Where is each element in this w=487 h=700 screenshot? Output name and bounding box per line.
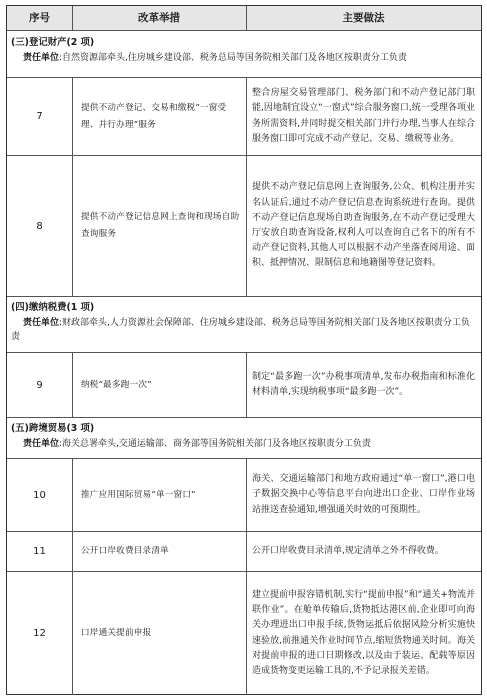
table-header <box>7 6 481 31</box>
header-reform: 改革举措 <box>138 12 180 24</box>
row-reform: 公开口岸收费目录清单 <box>81 546 169 556</box>
header-measures: 主要做法 <box>342 12 385 24</box>
section-duty <box>11 51 475 65</box>
section-duty <box>11 437 475 451</box>
duty-text: :海关总署牵头,交通运输部、商务部等国务院相关部门及各地区按职责分工负责 <box>59 439 371 449</box>
row-number: 8 <box>36 220 43 232</box>
row-reform: 提供不动产登记、交易和缴税“一窗受理、并行办理”服务 <box>81 102 227 130</box>
row-measures: 建立提前申报容错机制,实行“提前申报”和“通关+物流并联作业”。在舱单传输后,货物抵达港区前,企业即可向海关办理进出口申报手续,货物运抵后依据风险分析实施快速验放,前推通关作业时间节点,缩短货物通关时间。海关对提前申报的进口日期修改,以及由于装运、配载等原因造成货物变更运输工具的,不予记录报关差错。 <box>252 589 475 676</box>
section-title: (五)跨境贸易(3 项) <box>11 423 95 434</box>
row-measures: 海关、交通运输部门和地方政府通过“单一窗口”,港口电子数据交换中心等信息平台向进出口企业、口岸作业场站推送查验通知,增强通关时效的可预期性。 <box>252 474 475 515</box>
row-measures: 整合房屋交易管理部门、税务部门和不动产登记部门职能,因地制宜设立“一窗式”综合服务窗口,统一受理各项业务所需资料,并同时提交相关部门并行办理,当事人在综合服务窗口即可完成不动产登记、交易、缴税等业务。 <box>252 88 475 144</box>
row-reform: 提供不动产登记信息网上查询和现场自助查询服务 <box>81 212 240 239</box>
section-header <box>7 32 481 78</box>
row-reform: 口岸通关提前申报 <box>81 628 152 638</box>
reform-measures-table <box>6 5 482 695</box>
row-measures: 制定“最多跑一次”办税事项清单,发布办税指南和标准化材料清单,实现纳税事项“最多跑一次”。 <box>252 371 475 397</box>
row-number: 7 <box>36 111 43 122</box>
row-number: 12 <box>33 628 46 639</box>
table-row <box>7 572 481 695</box>
duty-text: :自然资源部牵头,住房城乡建设部、税务总局等国务院相关部门及各地区按职责分工负责 <box>59 53 407 63</box>
section-duty <box>11 316 475 344</box>
duty-label: 责任单位 <box>23 318 60 328</box>
duty-text: :财政部牵头,人力资源社会保障部、住房城乡建设部、税务总局等国务院相关部门及各地区按职责分工负责 <box>11 318 470 342</box>
section-header <box>7 297 481 353</box>
table-row <box>7 459 481 532</box>
section-title: (四)缴纳税费(1 项) <box>11 302 95 313</box>
table-row <box>7 156 481 297</box>
duty-label: 责任单位 <box>23 53 60 63</box>
table-row <box>7 353 481 418</box>
row-number: 10 <box>33 489 46 501</box>
table-row <box>7 532 481 572</box>
table-row <box>7 78 481 156</box>
duty-label: 责任单位 <box>23 439 60 449</box>
row-number: 9 <box>36 379 43 391</box>
section-title: (三)登记财产(2 项) <box>11 37 95 48</box>
row-number: 11 <box>33 546 46 557</box>
section-header <box>7 418 481 459</box>
row-measures: 提供不动产登记信息网上查询服务,公众、机构注册并实名认证后,通过不动产登记信息查询系统进行查询。提供不动产登记信息现场自助查询服务,在不动产登记受理大厅安放自助查询设备,权利人可以查询自己名下的所有不动产登记资料,其他人可以根据不动产坐落查阅用途、面积、抵押情况、限制信息和地籍图等登记资料。 <box>252 182 475 269</box>
header-number: 序号 <box>29 12 50 24</box>
row-reform: 推广应用国际贸易“单一窗口” <box>81 489 196 500</box>
row-reform: 纳税“最多跑一次” <box>81 379 152 390</box>
row-measures: 公开口岸收费目录清单,规定清单之外不得收费。 <box>252 545 444 556</box>
